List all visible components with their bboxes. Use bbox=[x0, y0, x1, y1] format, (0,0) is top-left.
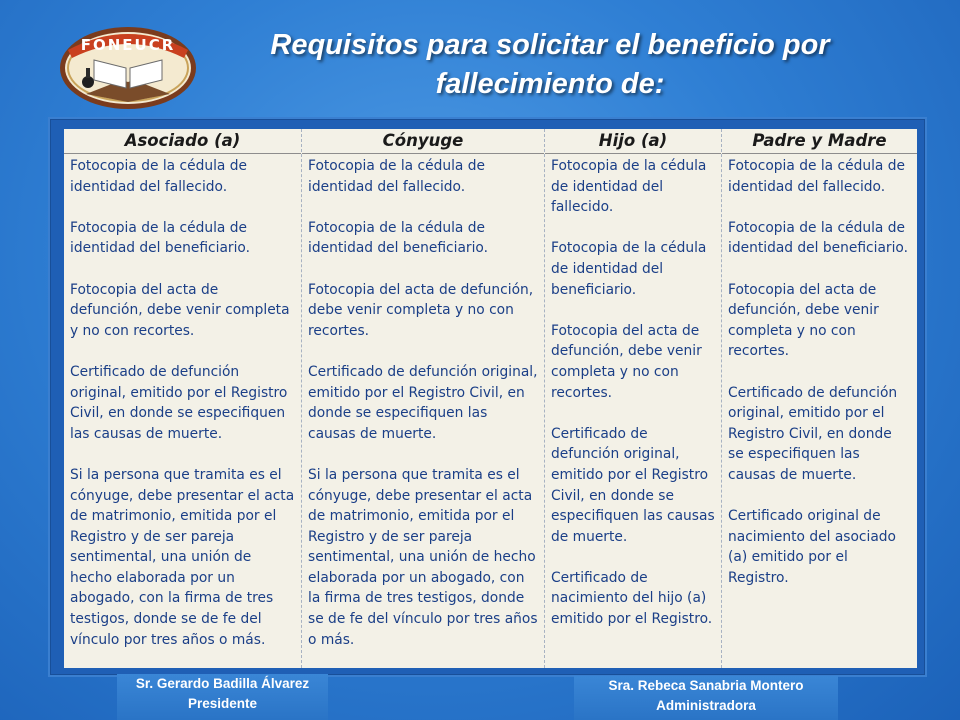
requirement-item: Certificado original de nacimiento del asociado (a) emitido por el Registro. bbox=[728, 508, 896, 586]
signature-role: Administradora bbox=[656, 698, 756, 713]
signature-name: Sra. Rebeca Sanabria Montero bbox=[608, 678, 804, 693]
requirement-item: Fotocopia de la cédula de identidad del beneficiario. bbox=[308, 219, 489, 257]
requirement-item: Fotocopia del acta de defunción, debe venir completa y no con recortes. bbox=[551, 322, 702, 401]
title-line-2: fallecimiento de: bbox=[435, 68, 665, 100]
column-asociado bbox=[64, 129, 302, 668]
requirements-table-frame bbox=[48, 117, 927, 677]
signature-administrator bbox=[574, 676, 838, 720]
column-hijo bbox=[545, 129, 722, 668]
requirement-item: Si la persona que tramita es el cónyuge, debe presentar el acta de matrimonio, emitida por el Registro y de ser pareja sentimental, una unión de hecho elaborada por un abogado, con la firma de tres testigos, donde se de fe del vínculo por tres años o más. bbox=[308, 466, 538, 648]
column-conyuge bbox=[302, 129, 545, 668]
column-body bbox=[722, 154, 917, 609]
requirement-item: Fotocopia de la cédula de identidad del beneficiario. bbox=[728, 219, 909, 257]
requirement-item: Fotocopia de la cédula de identidad del fallecido. bbox=[551, 158, 707, 216]
column-body bbox=[545, 154, 721, 650]
requirements-table bbox=[64, 129, 917, 668]
column-header: Asociado (a) bbox=[64, 129, 301, 154]
requirement-item: Fotocopia del acta de defunción, debe venir completa y no con recortes. bbox=[728, 281, 879, 360]
page-title bbox=[200, 26, 900, 104]
svg-text:FONEUCR: FONEUCR bbox=[80, 36, 176, 54]
column-header: Cónyuge bbox=[302, 129, 544, 154]
requirement-item: Certificado de defunción original, emitido por el Registro Civil, en donde se especifiquen las causas de muerte. bbox=[728, 384, 898, 483]
signature-name: Sr. Gerardo Badilla Álvarez bbox=[135, 676, 310, 691]
requirement-item: Certificado de defunción original, emitido por el Registro Civil, en donde se especifiquen las causas de muerte. bbox=[551, 425, 715, 545]
requirement-item: Fotocopia de la cédula de identidad del beneficiario. bbox=[551, 240, 707, 298]
title-line-1: Requisitos para solicitar el beneficio por bbox=[270, 29, 830, 61]
signature-president bbox=[117, 674, 328, 720]
column-body bbox=[64, 154, 301, 671]
foneucr-logo bbox=[58, 22, 198, 110]
requirement-item: Fotocopia del acta de defunción, debe venir completa y no con recortes. bbox=[308, 281, 534, 339]
column-header: Padre y Madre bbox=[722, 129, 917, 154]
requirement-item: Fotocopia de la cédula de identidad del fallecido. bbox=[308, 158, 485, 195]
column-header: Hijo (a) bbox=[545, 129, 721, 154]
requirement-item: Fotocopia del acta de defunción, debe venir completa y no con recortes. bbox=[70, 281, 290, 339]
requirement-item: Certificado de defunción original, emitido por el Registro Civil, en donde se especifiquen las causas de muerte. bbox=[70, 363, 288, 442]
requirement-item: Certificado de nacimiento del hijo (a) emitido por el Registro. bbox=[551, 569, 713, 628]
column-padre-madre bbox=[722, 129, 917, 668]
requirement-item: Fotocopia de la cédula de identidad del fallecido. bbox=[70, 158, 247, 195]
requirement-item: Fotocopia de la cédula de identidad del beneficiario. bbox=[70, 219, 251, 257]
column-body bbox=[302, 154, 544, 671]
requirement-item: Fotocopia de la cédula de identidad del fallecido. bbox=[728, 158, 905, 195]
requirement-item: Certificado de defunción original, emitido por el Registro Civil, en donde se especifiquen las causas de muerte. bbox=[308, 363, 538, 442]
signature-role: Presidente bbox=[187, 696, 258, 711]
requirement-item: Si la persona que tramita es el cónyuge, debe presentar el acta de matrimonio, emitida por el Registro y de ser pareja sentimental, una unión de hecho elaborada por un abogado, con la firma de tres testigos, donde se de fe del vínculo por tres años o más. bbox=[70, 466, 295, 648]
